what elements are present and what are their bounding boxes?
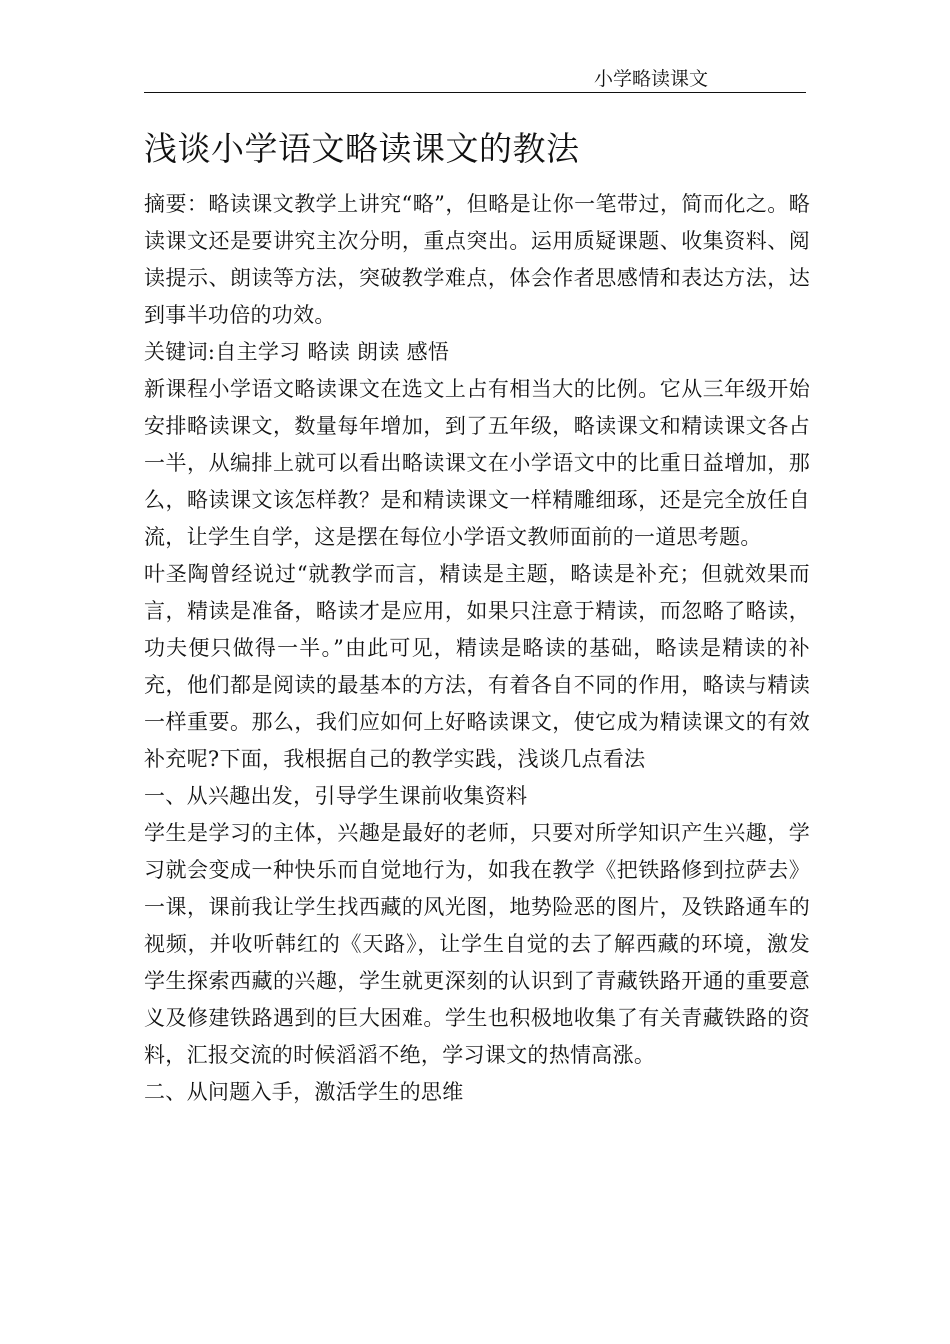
section-heading: 一、从兴趣出发，引导学生课前收集资料 <box>144 784 528 808</box>
running-header: 小学略读课文 <box>593 68 708 90</box>
keywords-line: 关键词:自主学习 略读 朗读 感悟 <box>144 340 450 364</box>
body-paragraph: 叶圣陶曾经说过“就教学而言，精读是主题，略读是补充；但就效果而言，精读是准备，略读才是应用，如果只注意于精读，而忽略了略读，功夫便只做得一半。”由此可见，精读是略读的基础，略读是精读的补充，他们都是阅读的最基本的方法，有着各自不同的作用，略读与精读一样重要。那么，我们应如何上好略读课文，使它成为精读课文的有效补充呢?下面，我根据自己的教学实践，浅谈几点看法 <box>144 562 810 771</box>
header-rule <box>144 92 806 93</box>
document-title: 浅谈小学语文略读课文的教法 <box>144 129 580 168</box>
body-paragraph: 学生是学习的主体，兴趣是最好的老师，只要对所学知识产生兴趣，学习就会变成一种快乐而自觉地行为，如我在教学《把铁路修到拉萨去》一课，课前我让学生找西藏的风光图，地势险恶的图片，及铁路通车的视频，并收听韩红的《天路》，让学生自觉的去了解西藏的环境，激发学生探索西藏的兴趣，学生就更深刻的认识到了青藏铁路开通的重要意义及修建铁路遇到的巨大困难。学生也积极地收集了有关青藏铁路的资料，汇报交流的时候滔滔不绝，学习课文的热情高涨。 <box>144 821 810 1067</box>
abstract-paragraph: 摘要：略读课文教学上讲究“略”，但略是让你一笔带过，简而化之。略读课文还是要讲究主次分明，重点突出。运用质疑课题、收集资料、阅读提示、朗读等方法，突破教学难点，体会作者思感情和表达方法，达到事半功倍的功效。 <box>144 192 810 327</box>
body-paragraph: 新课程小学语文略读课文在选文上占有相当大的比例。它从三年级开始安排略读课文，数量每年增加，到了五年级，略读课文和精读课文各占一半，从编排上就可以看出略读课文在小学语文中的比重日益增加，那么，略读课文该怎样教？是和精读课文一样精雕细琢，还是完全放任自流，让学生自学，这是摆在每位小学语文教师面前的一道思考题。 <box>144 377 810 549</box>
document-body <box>144 186 810 1111</box>
section-heading: 二、从问题入手，激活学生的思维 <box>144 1080 464 1104</box>
